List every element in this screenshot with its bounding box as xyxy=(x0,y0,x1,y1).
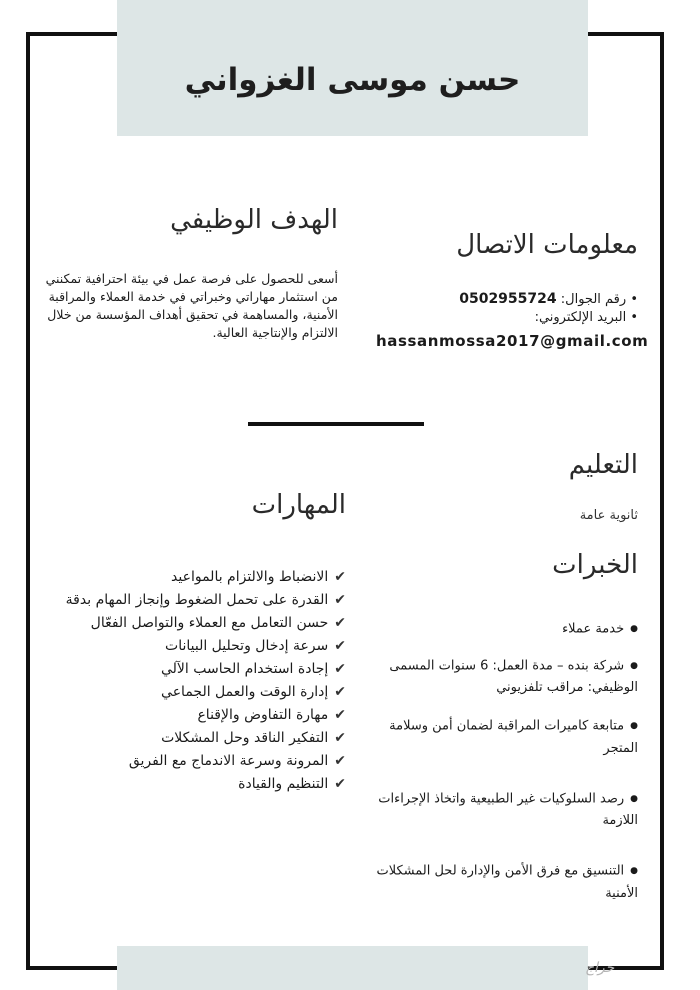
check-icon: ✔ xyxy=(334,753,346,769)
bullet-icon: • xyxy=(626,310,638,325)
check-icon: ✔ xyxy=(334,707,346,723)
experience-item: ●خدمة عملاء xyxy=(562,621,638,637)
email-value: hassanmossa2017@gmail.com xyxy=(376,332,649,350)
skill-item: ✔التفكير الناقد وحل المشكلات xyxy=(161,730,346,746)
skills-list xyxy=(46,566,346,796)
bullet-icon: ● xyxy=(630,660,638,671)
contact-heading: معلومات الاتصال xyxy=(456,230,638,260)
bullet-icon: ● xyxy=(630,793,638,804)
objective-text: أسعى للحصول على فرصة عمل في بيئة احترافية تمكنني من استثمار مهاراتي وخبراتي في خدمة العملاء والمراقبة الأمنية، والمساهمة في تحقيق أهداف المؤسسة من خلال الالتزام والإنتاجية العالية. xyxy=(45,271,338,340)
skill-item: ✔إدارة الوقت والعمل الجماعي xyxy=(161,684,346,700)
experience-item: ●التنسيق مع فرق الأمن والإدارة لحل المشكلات الأمنية xyxy=(376,863,638,901)
check-icon: ✔ xyxy=(334,730,346,746)
email-line xyxy=(358,309,638,327)
contact-info xyxy=(358,290,638,327)
education-value: ثانوية عامة xyxy=(579,508,638,523)
bullet-icon: ● xyxy=(630,866,638,876)
phone-line xyxy=(358,290,638,309)
objective-heading: الهدف الوظيفي xyxy=(170,205,338,235)
skill-item: ✔مهارة التفاوض والإقناع xyxy=(197,707,346,723)
check-icon: ✔ xyxy=(334,615,346,631)
check-icon: ✔ xyxy=(334,661,346,677)
skill-item: ✔المرونة وسرعة الاندماج مع الفريق xyxy=(128,753,346,769)
skill-item: ✔حسن التعامل مع العملاء والتواصل الفعّال xyxy=(90,615,346,631)
phone-label: رقم الجوال: xyxy=(560,292,627,307)
bullet-icon: • xyxy=(626,292,638,307)
check-icon: ✔ xyxy=(334,592,346,608)
section-divider xyxy=(248,422,424,426)
skill-item: ✔التنظيم والقيادة xyxy=(238,776,346,792)
skill-item: ✔سرعة إدخال وتحليل البيانات xyxy=(165,638,346,654)
footer-banner xyxy=(117,946,588,990)
bullet-icon: ● xyxy=(630,721,638,731)
check-icon: ✔ xyxy=(334,684,346,700)
skills-heading: المهارات xyxy=(251,490,346,520)
check-icon: ✔ xyxy=(334,638,346,654)
email-label: البريد الإلكتروني: xyxy=(534,310,627,325)
experience-list xyxy=(368,618,638,905)
experience-heading: الخبرات xyxy=(552,550,638,580)
education-heading: التعليم xyxy=(568,450,638,480)
experience-item: ●متابعة كاميرات المراقبة لضمان أمن وسلامة المتجر xyxy=(389,718,638,756)
check-icon: ✔ xyxy=(334,776,346,792)
watermark-logo: حراج xyxy=(585,960,615,976)
experience-item: ●رصد السلوكيات غير الطبيعية واتخاذ الإجراءات اللازمة xyxy=(378,791,638,828)
candidate-name: حسن موسى الغزواني xyxy=(184,62,521,98)
bullet-icon: ● xyxy=(630,624,638,634)
check-icon: ✔ xyxy=(334,569,346,585)
phone-value: 0502955724 xyxy=(459,291,557,307)
skill-item: ✔الانضباط والالتزام بالمواعيد xyxy=(171,569,346,585)
experience-item: ●شركة بنده – مدة العمل: 6 سنوات المسمى الوظيفي: مراقب تلفزيوني xyxy=(389,658,638,695)
skill-item: ✔إجادة استخدام الحاسب الآلي xyxy=(161,661,346,677)
skill-item: ✔القدرة على تحمل الضغوط وإنجاز المهام بدقة xyxy=(65,592,346,608)
